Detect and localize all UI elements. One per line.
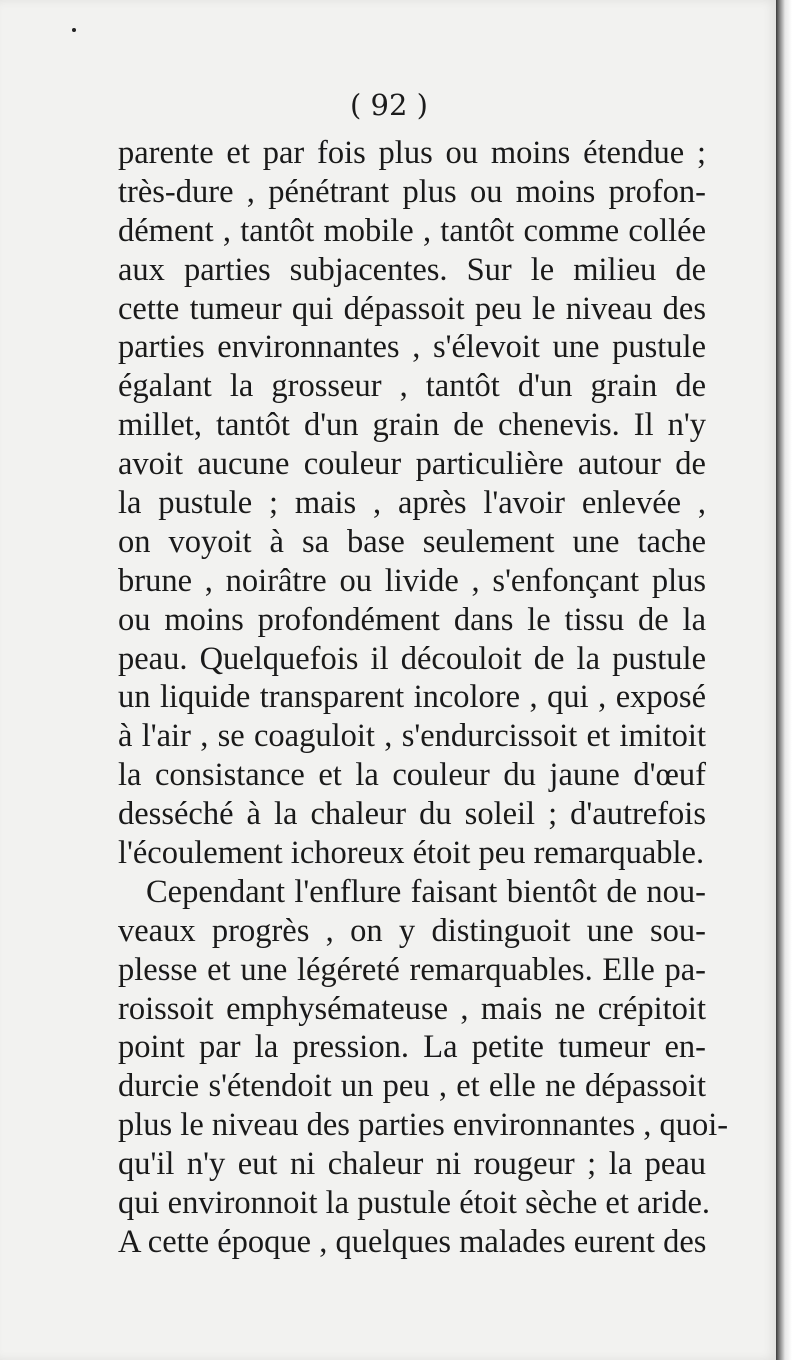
text-line: qui environnoit la pustule étoit sèche et aride.: [118, 1185, 711, 1222]
text-line: durcie s'étendoit un peu , et elle ne dépassoit: [118, 1068, 706, 1105]
text-line: parties environnantes , s'élevoit une pustule: [118, 329, 706, 366]
text-line: roissoit emphysémateuse , mais ne crépitoit: [118, 990, 706, 1027]
text-line: A cette époque , quelques malades eurent des: [118, 1223, 707, 1260]
text-line: point par la pression. La petite tumeur en-: [118, 1029, 706, 1066]
ink-speck: [72, 28, 76, 32]
text-line: ou moins profondément dans le tissu de la: [118, 601, 706, 638]
text-line: veaux progrès , on y distinguoit une sou-: [118, 912, 706, 949]
text-line: parente et par fois plus ou moins étendue ;: [118, 135, 706, 171]
text-line: desséché à la chaleur du soleil ; d'autrefois: [118, 796, 706, 833]
text-line: peau. Quelquefois il découloit de la pustule: [118, 640, 706, 677]
text-line: l'écoulement ichoreux étoit peu remarquable.: [118, 835, 705, 872]
text-line: avoit aucune couleur particulière autour de: [118, 446, 706, 483]
text-line: Cependant l'enflure faisant bientôt de nou-: [146, 873, 706, 910]
text-line: plesse et une légéreté remarquables. Elle pa-: [118, 951, 706, 988]
text-line: millet, tantôt d'un grain de chenevis. Il n'y: [118, 407, 706, 444]
body-text: [118, 134, 729, 1262]
text-line: on voyoit à sa base seulement une tache: [118, 523, 706, 560]
text-line: aux parties subjacentes. Sur le milieu de: [118, 251, 706, 288]
text-line: la pustule ; mais , après l'avoir enlevée ,: [118, 485, 706, 522]
text-line: un liquide transparent incolore , qui , exposé: [118, 679, 706, 716]
text-line: plus le niveau des parties environnantes , quoi-: [118, 1107, 729, 1144]
text-line: brune , noirâtre ou livide , s'enfonçant plus: [118, 562, 706, 599]
text-line: égalant la grosseur , tantôt d'un grain de: [118, 368, 706, 405]
text-line: la consistance et la couleur du jaune d'œuf: [118, 757, 706, 794]
text-line: qu'il n'y eut ni chaleur ni rougeur ; la peau: [118, 1146, 706, 1183]
text-line: très-dure , pénétrant plus ou moins profon-: [118, 173, 706, 210]
page-edge: [776, 0, 800, 1360]
text-line: cette tumeur qui dépassoit peu le niveau des: [118, 290, 706, 327]
text-line: dément , tantôt mobile , tantôt comme collée: [118, 212, 706, 249]
text-line: à l'air , se coaguloit , s'endurcissoit et imitoit: [118, 718, 706, 755]
page-number: ( 92 ): [350, 88, 428, 122]
